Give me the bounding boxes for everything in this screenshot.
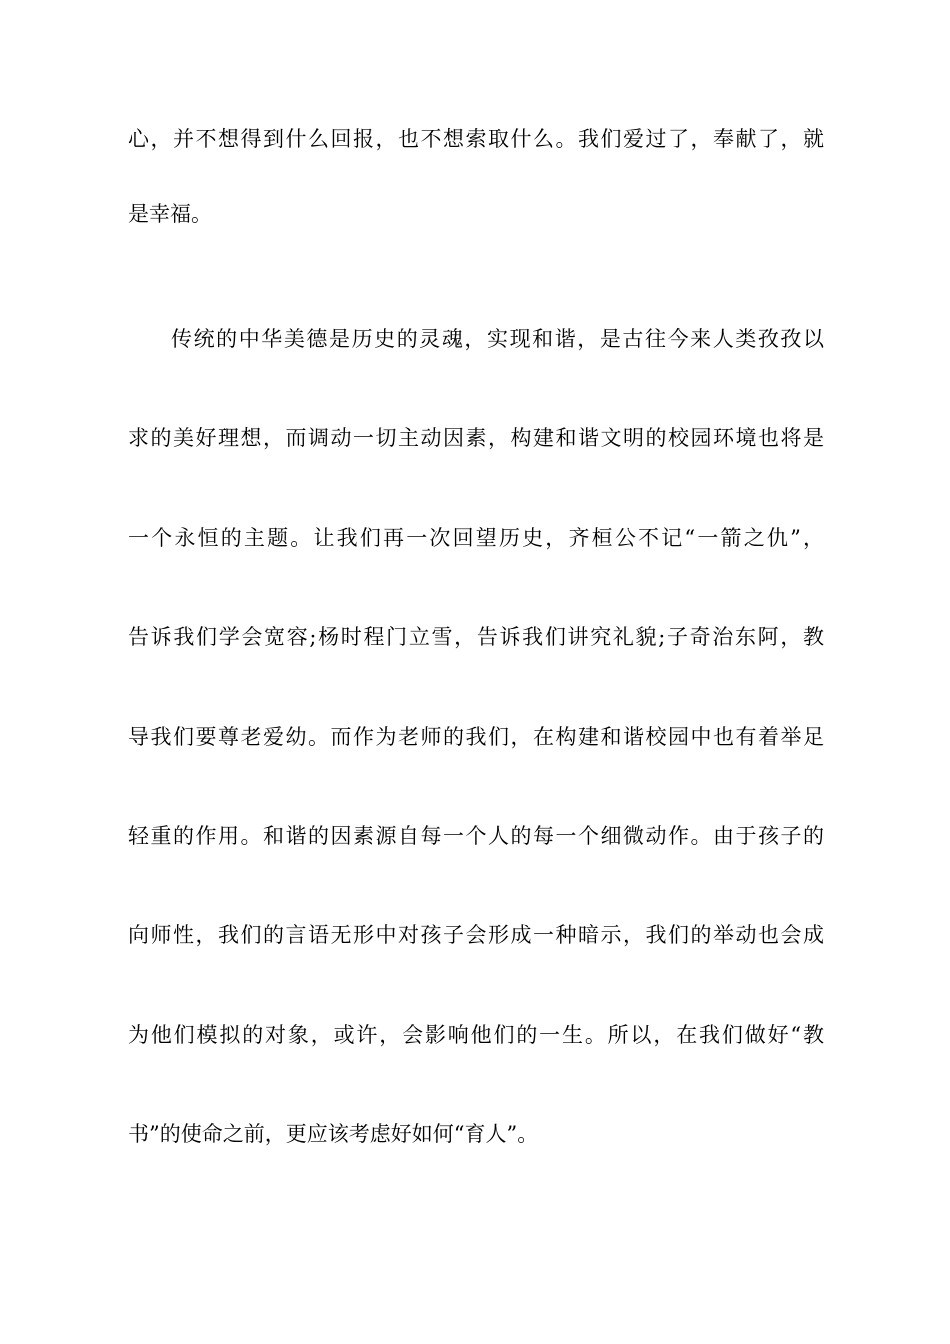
text-line: 传统的中华美德是历史的灵魂，实现和谐，是古往今来人类孜孜以	[171, 327, 824, 351]
text-line: 求的美好理想，而调动一切主动因素，构建和谐文明的校园环境也将是	[128, 426, 824, 450]
text-line: 轻重的作用。和谐的因素源自每一个人的每一个细微动作。由于孩子的	[128, 824, 824, 848]
text-line: 向师性，我们的言语无形中对孩子会形成一种暗示，我们的举动也会成	[128, 923, 824, 947]
text-line: 为他们模拟的对象，或许，会影响他们的一生。所以，在我们做好“教	[128, 1023, 824, 1047]
text-line: 是幸福。	[128, 202, 212, 226]
text-line: 心，并不想得到什么回报，也不想索取什么。我们爱过了，奉献了，就	[128, 127, 824, 151]
text-line: 书”的使命之前，更应该考虑好如何“育人”。	[128, 1122, 539, 1146]
text-line: 一个永恒的主题。让我们再一次回望历史，齐桓公不记“一箭之仇”，	[128, 526, 824, 550]
text-line: 导我们要尊老爱幼。而作为老师的我们，在构建和谐校园中也有着举足	[128, 725, 824, 749]
text-line: 告诉我们学会宽容;杨时程门立雪，告诉我们讲究礼貌;子奇治东阿，教	[128, 625, 824, 649]
